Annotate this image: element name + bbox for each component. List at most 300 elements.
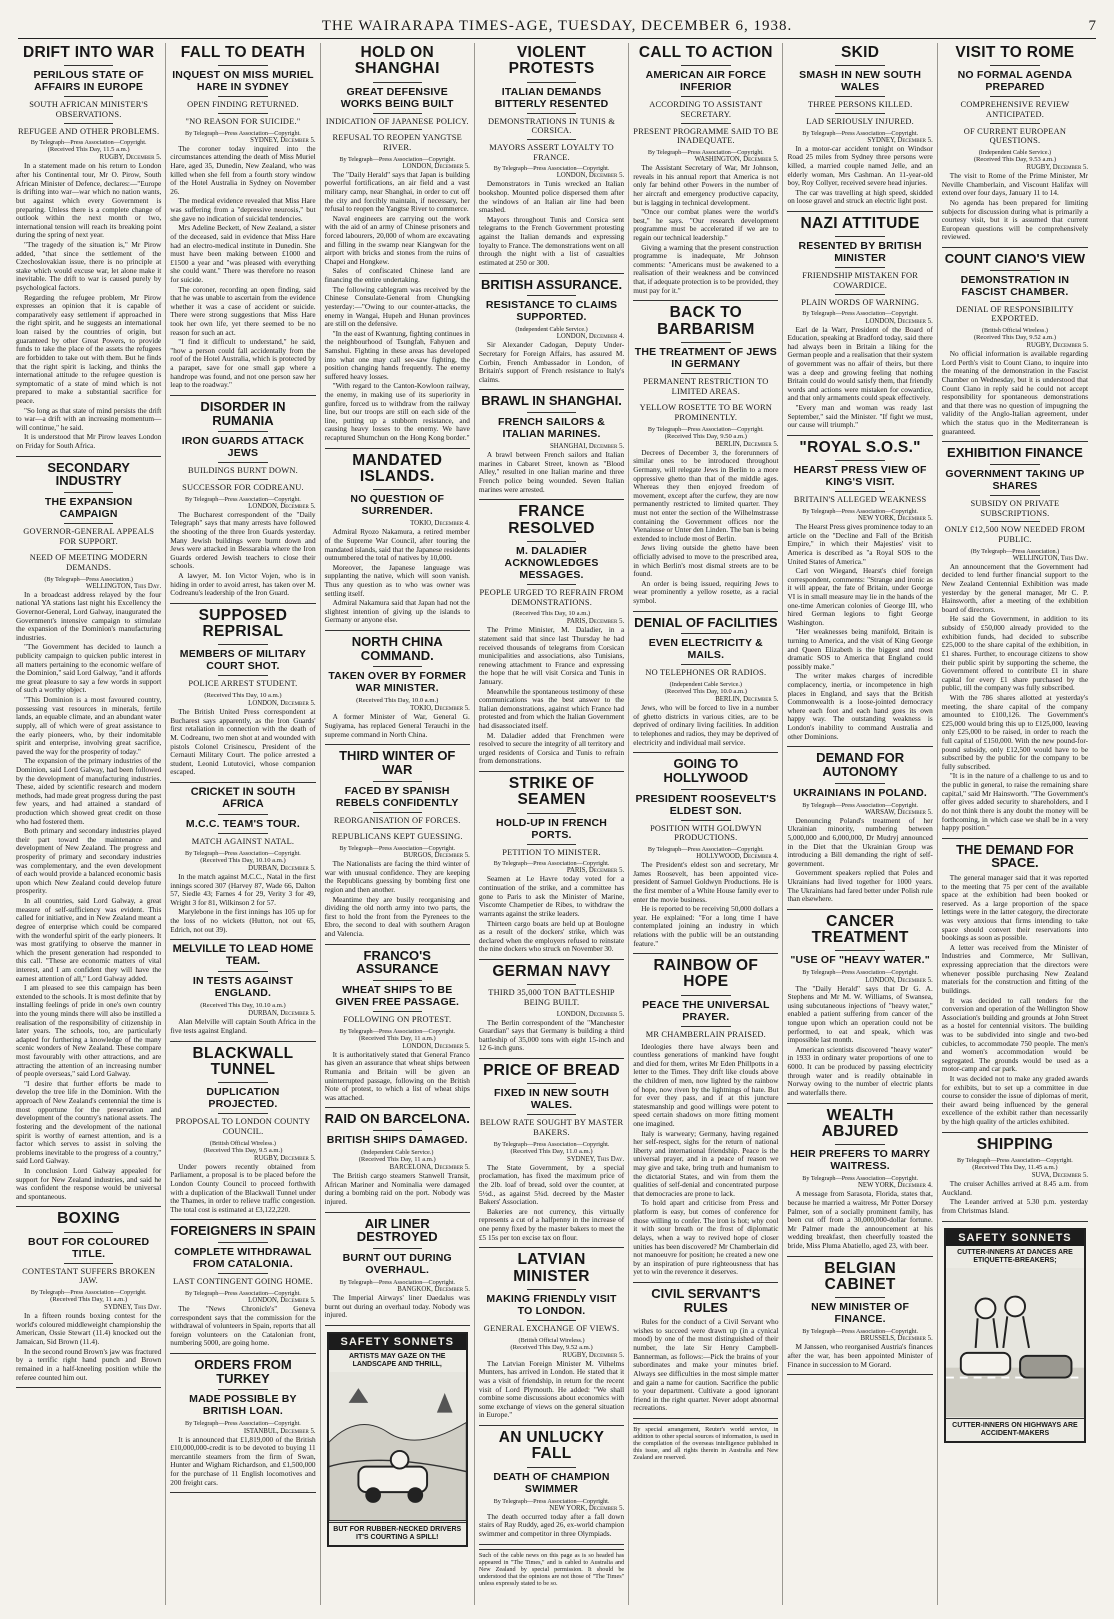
paragraph: With the 786 shares allotted at yesterday's meeting, the share capital of the company amounted to £100,126. The Government's £25,000 would bring this up to £125,000, leaving only £25,000 to be raised, in order to reach the full capital of £150,000. With the new pound-for-pound subsidy, only £12,500 would have to be subscribed by the public for the company to be fully subscribed. xyxy=(941,692,1089,771)
paragraph: The Latvian Foreign Minister M. Vilhelms Munters, has arrived in London. He stated that it was a visit of friendship, in return for the recent visit of Lord Plymouth. He added: "We shall combine some discussions about economics with some exchange of views on the general situation in Europe." xyxy=(478,1358,625,1420)
article-body xyxy=(787,145,932,206)
article-subhead: OPEN FINDING RETURNED. xyxy=(187,100,299,110)
article-subhead: IRON GUARDS ATTACK JEWS xyxy=(181,435,305,460)
article-received: (Received This Day, 9.52 a.m.) xyxy=(510,1343,593,1351)
paragraph: The visit to Rome of the Prime Minister, Mr Neville Chamberlain, and Viscount Halifax will extend over four days, January 11 to 14. xyxy=(941,171,1089,198)
divider xyxy=(373,113,422,114)
article-dateline: RUGBY, December 5. xyxy=(1026,342,1089,350)
article-body xyxy=(170,1436,315,1488)
article-subhead: RESENTED BY BRITISH MINISTER xyxy=(798,240,922,265)
article-separator xyxy=(170,1041,315,1042)
paragraph: The Leander arrived at 5.30 p.m. yesterday from Christmas Island. xyxy=(941,1197,1089,1215)
column-footnote: By special arrangement, Reuter's world service, in addition to other special sources of information, is used in the compilation of the overseas intelligence published in this issue, and all rights therein in Australia and New Zealand are reserved. xyxy=(633,1423,778,1462)
paragraph: "Her weaknesses being manifold, Britain is turning to America, and the visit of King George and Queen Elizabeth is the biggest and most dramatic SOS to America that England could possibly make." xyxy=(787,627,933,671)
divider xyxy=(835,783,884,784)
article-dateline: TOKIO, December 5. xyxy=(410,705,470,713)
divider xyxy=(373,1011,422,1012)
article-subhead: M.C.C. TEAM'S TOUR. xyxy=(185,818,300,831)
article-subhead: BRITISH SHIPS DAMAGED. xyxy=(326,1134,468,1147)
article xyxy=(787,914,932,1104)
divider xyxy=(64,549,113,550)
article-dateline: RUGBY, December 5. xyxy=(1026,164,1089,172)
article-credit: (By Telegraph—Press Association.) xyxy=(44,575,133,583)
article-headline: BRAWL IN SHANGHAI. xyxy=(481,393,622,409)
paragraph: The Assistant Secretary of War, Mr Johnson, reveals in his annual report that America is not only far behind other Powers in the number of her aircraft and emergency productive capacity, but is lagging in technical development. xyxy=(633,163,779,207)
divider xyxy=(681,342,730,343)
paragraph: "This Dominion is a most favoured country, possessing vast resources in minerals, fertile lands, an equable climate, and an abundant water supply, all of which were of great assistance to the early pioneers, who, by their indomitable spirit and enterprise, involving great sacrifice, paved the way for the prosperity of today." xyxy=(16,695,162,756)
masthead-title: THE WAIRARAPA TIMES-AGE, TUESDAY, DECEMBER 6, 1938. xyxy=(321,17,793,34)
article-subhead: PEOPLE URGED TO REFRAIN FROM DEMONSTRATIONS. xyxy=(479,587,624,607)
article xyxy=(325,1217,470,1326)
paragraph: To hold apart and criticise from Press and platform is easy, but comes of conference for those willing to confer. The iron is hot; why cool it with sour breath or the frost of diplomatic delays, when a way to revived hope of closer unities has been discovered? Mr Chamberlain did not manoeuvre for position; he created a new one by an inspiration of pure righteousness that has yet to win the reverence it deserves. xyxy=(633,1198,779,1277)
article-body xyxy=(479,451,624,494)
paragraph: "It is in the nature of a challenge to us and to the public in general, to raise the remaining share capital," said Mr Hainsworth. "The Government's offer gives added security to shareholders, and I do not think there is any doubt the money will be forthcoming, in which case we shall be in a very happy position." xyxy=(941,771,1089,833)
divider xyxy=(990,65,1040,66)
article xyxy=(325,45,470,449)
divider xyxy=(990,464,1040,465)
paragraph: The Berlin correspondent of the "Manchester Guardian" says that Germany is building a third battleship of 35,000 tons with eight 15-inch and 12 6-inch guns. xyxy=(478,1017,625,1053)
article-credit: By Telegraph—Press Association—Copyright. xyxy=(802,801,919,809)
article-subhead: THE TREATMENT OF JEWS IN GERMANY xyxy=(634,345,777,370)
paragraph: The car was travelling at high speed, skidded on loose gravel and struck an electric light post. xyxy=(787,187,933,206)
article-headline: BLACKWALL TUNNEL xyxy=(192,1044,294,1078)
article-subhead: FACED BY SPANISH REBELS CONFIDENTLY xyxy=(335,784,459,809)
divider xyxy=(835,491,884,492)
article-credit: By Telegraph—Press Association—Copyright. xyxy=(339,155,456,163)
article-dateline: LONDON, December 5. xyxy=(865,317,933,325)
article-body xyxy=(479,875,624,953)
divider xyxy=(990,495,1040,496)
paragraph: The Prime Minister, M. Daladier, in a statement said that since last Thursday he had received thousands of telegrams from Corsican municipalities and associations, also Tunisians, renewing attachment to France and expressing the hope that he will visit Corsica and Tunis in January. xyxy=(478,625,625,686)
article-separator xyxy=(633,1418,778,1419)
article-body xyxy=(633,1318,778,1413)
article-headline: MANDATED ISLANDS. xyxy=(352,451,443,485)
article-separator xyxy=(942,838,1088,839)
article-dateline: BANGKOK, December 5. xyxy=(397,1286,470,1294)
article-body xyxy=(479,1360,624,1420)
article-body xyxy=(170,511,315,598)
article-headline: THE DEMAND FOR SPACE. xyxy=(956,841,1074,871)
article-body xyxy=(633,164,778,295)
article-subhead: ITALIAN DEMANDS BITTERLY RESENTED xyxy=(494,85,609,110)
paragraph: Earl de la Warr, President of the Board of Education, speaking at Bradford today, said there had always been in Britain a liking for the German people and a realisation that their system of government was no affair of theirs, but there was a deep and growing feeling that nothing Britain could do would satisfy them, that friendly words and actions were mistaken for cowardice, and that only armaments could speak effectively. xyxy=(787,324,933,403)
article-dateline: RUGBY, December 5. xyxy=(99,154,162,162)
paragraph: In the match against M.C.C., Natal in the first innings scored 307 (Harvey 87, Wade 66, Dalton 57, Siedle 43; Farnes 4 for 29, Verity 3 for 49, Wright 3 for 81, Wilkinson 2 for 57. xyxy=(170,871,316,907)
article-subhead: FIXED IN NEW SOUTH WALES. xyxy=(494,1087,610,1112)
divider xyxy=(681,1026,730,1027)
divider xyxy=(681,373,730,374)
divider xyxy=(64,1232,113,1233)
article-headline: BRITISH ASSURANCE. xyxy=(480,276,623,292)
article-body xyxy=(787,1190,932,1250)
article-credit: By Telegraph—Press Association—Copyright. xyxy=(185,129,301,137)
paragraph: The expansion of the primary industries of the Dominion, said Lord Galway, had been followed by the development of manufacturing industries. These, aided by scientific research and modern methods, had made great progress during the past few years, and had attained a standard of production which showed great credit on those who had fostered them. xyxy=(16,756,162,826)
article-received: (Received This Day, 11 a.m.) xyxy=(358,1034,436,1042)
article xyxy=(170,944,315,1041)
divider xyxy=(218,675,267,676)
divider xyxy=(990,521,1040,522)
article-body xyxy=(325,171,470,443)
paragraph: I am pleased to see this campaign has been extended to the schools. It is most definite that by installing feelings of pride in one's own country into the young minds there will also be instilled a realisation of the responsibility of citizenship in later years. The schools, too, are particularly adapted for furthering a knowledge of the many scenic wonders of New Zealand. These compare most favourably with other attractions, and are attracting the attention of an increasing number of people overseas," said Lord Galway. xyxy=(16,983,162,1079)
article-subhead: OF CURRENT EUROPEAN QUESTIONS. xyxy=(963,126,1067,146)
article-headline: AIR LINER DESTROYED xyxy=(356,1215,438,1245)
article-subhead: UKRAINIANS IN POLAND. xyxy=(793,786,927,799)
divider xyxy=(681,820,730,821)
paragraph: Mrs Adeline Beckett, of New Zealand, a sister of the deceased, said in evidence that Miss Hare had an electro-medical institute in Dunedin. She must have been making between £1000 and £1500 a year and "was pleased with everything she could want." There was therefore no reason for suicide. xyxy=(170,223,316,284)
column-5 xyxy=(629,43,783,1605)
article-subhead: THE EXPANSION CAMPAIGN xyxy=(44,495,133,520)
paragraph: A lawyer, M. Ion Victor Vojen, who is in hiding in order to avoid arrest, has taken over M. Codreanu's leadership of the Iron Guard. xyxy=(170,571,316,598)
article-credit: (By Telegraph—Press Association.) xyxy=(970,547,1060,555)
paragraph: Alan Melville will captain South Africa in the five tests against England. xyxy=(170,1017,316,1036)
paragraph: The British United Press correspondent at Bucharest says apparently, as the Iron Guards' first retaliation in connection with the death of M. Codreanu, two men shot at and wounded with pistols Colonel Crisinescu, President of the Cernauti Military Court. The police arrested a student, Leonid Lututovici, whose companion escaped. xyxy=(170,707,316,777)
article xyxy=(170,608,315,783)
paragraph: The "Daily Herald" says that Japan is building powerful fortifications, an air field and a vast military camp, near Shanghai, in order to cut off the city and forcibly maintain, if necessary, her refusal to reopen the Yangtse River to commerce. xyxy=(324,169,470,214)
columns-container xyxy=(12,43,1102,1605)
paragraph: The cruiser Achilles arrived at 8.45 a.m. from Auckland. xyxy=(941,1179,1089,1197)
article-subhead: LAST CONTINGENT GOING HOME. xyxy=(172,1277,313,1287)
article-separator xyxy=(170,1353,315,1354)
divider xyxy=(64,492,113,493)
article-subhead: PEACE THE UNIVERSAL PRAYER. xyxy=(642,998,770,1023)
article xyxy=(479,394,624,500)
article-subhead: IN TESTS AGAINST ENGLAND. xyxy=(192,975,294,1000)
article xyxy=(942,843,1088,1133)
article xyxy=(170,1224,315,1354)
paragraph: Demonstrators in Tunis wrecked an Italian bookshop. Mounted police dispersed them after the windows of an Italian air line had been smashed. xyxy=(478,179,625,215)
article-received: (Received This Day, 11 a.m.) xyxy=(358,1156,436,1164)
divider xyxy=(990,270,1040,271)
divider xyxy=(835,236,884,237)
article-dateline: NEW YORK, December 5. xyxy=(549,1504,625,1512)
paragraph: Italy is warweary; Germany, having regained her self-respect, sighs for the return of national liberty and international friendship. Peace is the universal prayer, and in a peace of reason we may give and take, bring truth and humanism to the dictatorial States, and win from them the qualities of self-denial and concentrated purpose that democracies are prone to lack. xyxy=(633,1128,779,1198)
article-dateline: WASHINGTON, December 5. xyxy=(694,156,779,164)
article-separator xyxy=(479,959,624,960)
paragraph: In conclusion Lord Galway appealed for support for New Zealand industries, and said he was confident the response would be universal and spontaneous. xyxy=(16,1165,162,1201)
article-subhead: EVEN ELECTRICITY & MAILS. xyxy=(648,637,763,662)
article-subhead: CONTESTANT SUFFERS BROKEN JAW. xyxy=(22,1266,156,1286)
article-dateline: LONDON, December 5. xyxy=(402,162,470,170)
article-received: (Received This Day, 11.45 a.m.) xyxy=(972,1164,1058,1172)
column-footnote: Such of the cable news on this page as is so headed has appeared in "The Times," and is cabled to Australia and New Zealand by special permission. It should be understood that the opinions are not those of "The Times" unless expressly stated to be so. xyxy=(479,1549,624,1588)
article-headline: WEALTH ABJURED xyxy=(821,1106,899,1140)
article-credit: By Telegraph—Press Association—Copyright. xyxy=(802,969,919,977)
paragraph: No official information is available regarding Lord Perth's visit to Count Ciano, to inquire into the meaning of the demonstration in the Fascist Chamber on Wednesday, but it is understood that Count Ciano in reply said he could not accept responsibility for spontaneous demonstrations and that there was no question of impugning the validity of the Anglo-Italian agreement, under which the status quo in the Mediterranean is guaranteed. xyxy=(941,349,1089,436)
divider xyxy=(218,431,267,432)
divider xyxy=(835,113,884,114)
article-subhead: NO TELEPHONES OR RADIOS. xyxy=(645,668,767,678)
article-body xyxy=(325,528,470,625)
article-credit: By Telegraph—Press Association—Copyright. xyxy=(802,310,919,318)
divider xyxy=(835,1297,884,1298)
article-subhead: MADE POSSIBLE BY BRITISH LOAN. xyxy=(189,1393,297,1418)
divider xyxy=(64,1263,113,1264)
article-headline: SHIPPING xyxy=(976,1135,1054,1153)
paragraph: Meanwhile the spontaneous testimony of these communications was the best answer to the Italian demonstrations, against which France had protested and from which the Italian Government had disassociated itself. xyxy=(478,686,625,730)
article-body xyxy=(787,326,932,430)
divider xyxy=(527,139,576,140)
divider xyxy=(373,129,422,130)
article-body xyxy=(942,172,1088,242)
article-body xyxy=(942,563,1088,833)
article-dateline: NEW YORK, December 5. xyxy=(858,515,933,523)
paragraph: In a motor-car accident tonight on Windsor Road 25 miles from Sydney three persons were killed, a married couple named Jelle, and an elderly woman, Mrs Cashman. An 11-year-old boy, Roy Collyer, received severe head injuries. xyxy=(787,143,933,188)
article-dateline: BERLIN, December 5. xyxy=(715,440,779,448)
article-subhead: BELOW RATE SOUGHT BY MASTER BAKERS. xyxy=(479,1118,624,1138)
masthead xyxy=(18,14,1096,39)
article xyxy=(170,1358,315,1493)
article-subhead: PROPOSAL TO LONDON COUNTY COUNCIL. xyxy=(175,1117,311,1136)
article-separator xyxy=(942,441,1088,442)
article-body xyxy=(787,817,932,904)
article-body xyxy=(170,873,315,934)
divider xyxy=(835,267,884,268)
article-subhead: SOUTH AFRICAN MINISTER'S OBSERVATIONS. xyxy=(29,100,149,120)
article xyxy=(942,252,1088,442)
cartoon-icon xyxy=(946,1268,1084,1418)
paragraph: The British cargo steamers Stanwell Transit, African Mariner and Nominalia were damaged during a bombing raid on the port. Nobody was injured. xyxy=(324,1171,470,1207)
article-body xyxy=(942,1180,1088,1215)
safety-sonnets-ad xyxy=(327,1332,468,1547)
article-separator xyxy=(479,1425,624,1426)
article-subhead: HEIR PREFERS TO MARRY WAITRESS. xyxy=(790,1148,931,1173)
article-credit: (British Official Wireless.) xyxy=(209,1139,276,1147)
article-separator xyxy=(787,1103,932,1104)
article-subhead: GREAT DEFENSIVE WORKS BEING BUILT xyxy=(340,85,454,110)
article-headline: RAID ON BARCELONA. xyxy=(324,1111,470,1127)
article-separator xyxy=(942,247,1088,248)
article-dateline: LONDON, December 5. xyxy=(402,1042,470,1050)
article-headline: GERMAN NAVY xyxy=(492,962,611,980)
divider xyxy=(218,65,267,66)
article-separator xyxy=(479,1544,624,1545)
article-dateline: SUVA, December 5. xyxy=(1031,1172,1089,1180)
article-dateline: HOLLYWOOD, December 4. xyxy=(696,853,779,861)
divider xyxy=(218,1113,267,1114)
article-headline: BOXING xyxy=(57,1210,121,1228)
article-body xyxy=(479,1164,624,1242)
article-subhead: REORGANISATION OF FORCES. xyxy=(333,815,461,825)
article xyxy=(787,1108,932,1257)
article-dateline: LONDON, December 5. xyxy=(556,172,625,180)
article-separator xyxy=(170,1492,315,1493)
article-credit: (Independent Cable Service.) xyxy=(361,1149,434,1157)
article-separator xyxy=(479,771,624,772)
article-headline: EXHIBITION FINANCE xyxy=(947,445,1083,461)
article-received: (Received This Day, 9.5 a.m.) xyxy=(203,1146,283,1154)
divider xyxy=(527,541,576,542)
article-separator xyxy=(325,1107,470,1108)
paragraph: The Bucharest correspondent of the "Daily Telegraph" says that many arrests have followed the shooting of the three Iron Guards yesterday. Many Jewish buildings were burnt down and Jews were attacked in Bessarabia where the Iron Guards ordered Jewish teachers to close their schools. xyxy=(170,509,316,571)
divider xyxy=(681,123,730,124)
article-body xyxy=(170,145,315,390)
paragraph: "I desire that further efforts be made to develop the tree life in the Dominion. With the approach of New Zealand's centennial the time is most opportune for the preservation and development of the country's national assets. The fostering and the development of the national spirit is worthy of earnest attention, and is a factor which serves to assist in solving the problems inevitable to the progress of a country," said Lord Galway. xyxy=(16,1078,162,1166)
divider xyxy=(681,995,730,996)
article-headline: SKID xyxy=(841,44,880,61)
divider xyxy=(527,295,576,296)
article-subhead: INQUEST ON MISS MURIEL HARE IN SYDNEY xyxy=(172,69,314,94)
divider xyxy=(373,828,422,829)
article-separator xyxy=(170,939,315,940)
article-separator xyxy=(170,782,315,783)
paragraph: It is announced that £1,819,000 of the British £10,000,000-credit is to be devoted to buying 11 mercantile steamers from the firm of Swan, Hunter and Wigham Richardson, and £1,500,000 for the purchase of 11 English locomotives and 200 freight cars. xyxy=(170,1434,316,1487)
divider xyxy=(527,1320,576,1321)
paragraph: An order is being issued, requiring Jews to wear prominently a yellow rosette, as a racial symbol. xyxy=(633,578,779,606)
article-subhead: BURNT OUT DURING OVERHAUL. xyxy=(342,1251,452,1277)
article xyxy=(942,1137,1088,1222)
article-subhead: TAKEN OVER BY FORMER WAR MINISTER. xyxy=(328,670,467,695)
paragraph: The "Daily Herald" says that Dr G. A. Stephens and Mr M. W. Williams, of Swansea, using subcutaneous injections of "heavy water," enabled a patient suffering from cancer of the tongue upon which an operation could not be performed, to eat and speak, which was impossible last month. xyxy=(787,983,933,1045)
article-credit: By Telegraph—Press Association—Copyright. xyxy=(802,1328,919,1336)
divider xyxy=(218,971,267,972)
article-received: (Received This Day, 10 a.m.) xyxy=(204,692,282,700)
divider xyxy=(527,1289,576,1290)
article-dateline: NEW YORK, December 4. xyxy=(858,1182,933,1190)
paragraph: Decrees of December 3, the forerunners of similar ones to be introduced throughout Germany, will relegate Jews in Berlin to a more oppressive ghetto than that of the middle ages. Whereas they then enjoyed freedom of movement, except after the curfew, they are now permanently restricted to limited quarter. They must not enter the section of the Wilhelmstrasse containing the Government offices nor the Vienaiusse or Unter den Linden. The ban is being extended to include most of Berlin. xyxy=(633,447,779,543)
divider xyxy=(373,489,422,490)
divider xyxy=(218,814,267,815)
article-headline: CIVIL SERVANT'S RULES xyxy=(651,1285,761,1315)
article-dateline: PARIS, December 5. xyxy=(566,867,625,875)
article-separator xyxy=(170,395,315,396)
article-subhead: REFUSAL TO REOPEN YANGTSE RIVER. xyxy=(332,133,462,152)
divider xyxy=(990,301,1040,302)
paragraph: An announcement that the Government had decided to lend further financial support to the New Zealand Centennial Exhibition was made yesterday by the general manager, Mr C. P. Hainsworth, after a meeting of the exhibition board of directors. xyxy=(941,561,1089,614)
article-credit: (Independent Cable Service.) xyxy=(669,681,742,689)
article-headline: FRANCO'S ASSURANCE xyxy=(356,947,439,977)
article-subhead: HEARST PRESS VIEW OF KING'S VISIT. xyxy=(793,464,927,489)
paragraph: "Once our combat planes were the world's best," he says. "Our research development programme must be accelerated if we are to regain our technical leadership." xyxy=(633,207,779,243)
article-credit: (British Official Wireless.) xyxy=(981,327,1048,335)
paragraph: It was decided not to make any graded awards for exhibits, but to set up a committee in due course to consider the issue of diplomas of merit, their award being influenced by the general excellence of the exhibit rather than necessarily by the high quality of the articles exhibited. xyxy=(941,1074,1089,1127)
divider xyxy=(218,462,267,463)
article-subhead: REPUBLICANS KEPT GUESSING. xyxy=(331,832,463,842)
article-subhead: HOLD-UP IN FRENCH PORTS. xyxy=(495,816,608,841)
divider xyxy=(835,950,884,951)
article-headline: STRIKE OF SEAMEN xyxy=(508,775,595,809)
paragraph: In the second round Brown's jaw was fractured by a terrific right hand punch and Brown remained in a half-kneeling position while the referee counted him out. xyxy=(16,1346,162,1382)
article-body xyxy=(479,341,624,384)
paragraph: It is authoritatively stated that General Franco has given an assurance that wheat ships between Rumania and Britain will be given an uninterrupted passage, following on the British Note of protest, to which a list of wheat ships was attached. xyxy=(324,1049,470,1102)
article-separator xyxy=(16,1206,161,1207)
article xyxy=(170,787,315,940)
ad-caption-bottom: CUTTER-INNERS ON HIGHWAYS ARE ACCIDENT-MAKERS xyxy=(952,1421,1078,1437)
article-received: (Received This Day, 10.10 a.m.) xyxy=(200,856,286,864)
divider xyxy=(527,584,576,585)
divider xyxy=(64,96,113,97)
divider xyxy=(681,789,730,790)
paragraph: Admiral Ryozo Nakamura, a retired member of the Supreme War Council, after touring the mandated islands, said that the Japanese residents outnumbered the total of natives by 10,000. xyxy=(324,527,470,563)
article-headline: CALL TO ACTION xyxy=(638,44,773,61)
divider xyxy=(990,96,1040,97)
paragraph: Sir Alexander Cadogan, Deputy Under-Secretary for Foreign Affairs, has assured M. Corbin, French Ambassador in London, of Britain's support of French resistance to Italy's claims. xyxy=(478,340,625,384)
paragraph: The "News Chronicle's" Geneva correspondent says that the commission for the withdrawal of volunteers in Spain, reports that all foreign volunteers on the Catalonian front, numbering 5000, are going home. xyxy=(170,1303,316,1348)
paragraph: It was decided to call tenders for the conversion and operation of the Wellington Show Association's building and grounds at John Street as a hostel for centennial visitors. The building was to be subdivided into single and two-bed cubicles, to accommodate 750 people. The men's and women's accommodation would be segregated. The grounds would be used as a motor-camp and car park. xyxy=(941,995,1089,1074)
article-headline: FALL TO DEATH xyxy=(180,44,306,61)
article-headline: GOING TO HOLLYWOOD xyxy=(663,756,749,785)
column-7 xyxy=(938,43,1092,1605)
paragraph: "The tragedy of the situation is," Mr Pirow added, "that since the settlement of the Czechoslovakian issue, there is no principle at stake which would excuse war, let alone make it inevitable. The drift to war is caused purely by psychological factors. xyxy=(16,239,162,293)
ad-title: SAFETY SONNETS xyxy=(329,1334,466,1350)
divider xyxy=(373,1248,422,1249)
paragraph: "I find it difficult to understand," he said, "how a person could fall accidentally from the roof of the Hotel Australia, which is protected by a parapet, save for one small gap where a handrope was found, and not one person saw her leap to the roadway." xyxy=(170,337,316,390)
article-headline: NORTH CHINA COMMAND. xyxy=(351,634,443,663)
article-credit: By Telegraph—Press Association—Copyright. xyxy=(647,425,764,433)
article-headline: VIOLENT PROTESTS xyxy=(508,44,595,78)
paragraph: The medical evidence revealed that Miss Hare was suffering from a "depressive neurosis," but she gave no indication of suicidal tendencies. xyxy=(170,196,316,223)
article xyxy=(16,461,161,1208)
article xyxy=(325,949,470,1109)
paragraph: Government speakers replied that Poles and Ukrainians had lived together for 1000 years. The Ukrainians had fared better under Polish rule than elsewhere. xyxy=(787,868,933,904)
article-body xyxy=(170,1018,315,1035)
article-body xyxy=(16,162,161,450)
column-6 xyxy=(783,43,937,1605)
divider xyxy=(373,1130,422,1131)
article xyxy=(633,616,778,754)
paragraph: The President's eldest son and secretary, Mr James Roosevelt, has been appointed vice-president of Samuel Goldwyn Productions. He is the first member of a White House family ever to enter the movie business. xyxy=(633,860,779,904)
article-headline: DISORDER IN RUMANIA xyxy=(200,398,286,428)
article-body xyxy=(170,1163,315,1215)
ad-caption-top: CUTTER-INNERS AT DANCES ARE ETIQUETTE-BREAKERS; xyxy=(957,1248,1073,1264)
article-credit: By Telegraph—Press Association—Copyright. xyxy=(30,139,147,147)
article-headline: DEMAND FOR AUTONOMY xyxy=(816,750,905,779)
article-body xyxy=(942,874,1088,1127)
article-headline: CRICKET IN SOUTH AFRICA xyxy=(190,786,296,810)
article-subhead: NEW MINISTER OF FINANCE. xyxy=(811,1301,910,1326)
article-body xyxy=(16,1312,161,1382)
paragraph: He is reported to be receiving 50,000 dollars a year. He explained: "For a long time I have contemplated joining an industry in which relations with the public will be an outstanding feature." xyxy=(633,904,779,948)
divider xyxy=(835,96,884,97)
paragraph: The Nationalists are facing the third winter of war with unusual confidence. They are keeping the Republicans guessing by bombing first one region and then another. xyxy=(324,859,470,894)
article-separator xyxy=(325,944,470,945)
article-subhead: AMERICAN AIR FORCE INFERIOR xyxy=(645,69,767,94)
article xyxy=(942,446,1088,838)
article-subhead: MATCH AGAINST NATAL. xyxy=(191,837,295,847)
article-subhead: PRESIDENT ROOSEVELT'S ELDEST SON. xyxy=(635,792,777,817)
paragraph: "In the east of Kwantung, fighting continues in the neighbourhood of Tsungfah, Fahyuen and Samshui. Fighting in these areas has developed into what one may call see-saw fighting, the position changing hands frequently. The enemy suffered heavy losses. xyxy=(324,328,470,381)
article-dateline: DURBAN, December 5. xyxy=(248,864,316,872)
article-dateline: PARIS, December 5. xyxy=(566,618,625,626)
article-subhead: DEATH OF CHAMPION SWIMMER xyxy=(493,1470,610,1495)
article-received: (Received This Day, 11 a.m.) xyxy=(50,1296,128,1304)
paragraph: Under powers recently obtained from Parliament, a proposal is to be placed before the London County Council to proceed forthwith with a duplication of the Blackwall Tunnel under the Thames, in order to relieve traffic congestion. The total cost is estimated at £3,122,220. xyxy=(170,1161,316,1214)
article-subhead: BRITAIN'S ALLEGED WEAKNESS xyxy=(793,495,927,505)
article-credit: (Independent Cable Service.) xyxy=(978,149,1052,157)
article-separator xyxy=(633,1282,778,1283)
article xyxy=(787,45,932,212)
article-dateline: BERLIN, December 5. xyxy=(715,696,779,704)
divider xyxy=(527,113,576,114)
article-credit: By Telegraph—Press Association—Copyright. xyxy=(493,165,610,173)
divider xyxy=(218,113,267,114)
article-dateline: BARCELONA, December 5. xyxy=(389,1164,470,1172)
article-subhead: PETITION TO MINISTER. xyxy=(502,847,601,857)
article-subhead: M. DALADIER ACKNOWLEDGES MESSAGES. xyxy=(504,544,599,581)
article-dateline: LONDON, December 5. xyxy=(865,976,933,984)
article-credit: By Telegraph—Press Association—Copyright. xyxy=(339,1027,456,1035)
article-body xyxy=(479,1019,624,1053)
article xyxy=(479,776,624,960)
article-body xyxy=(479,180,624,267)
paragraph: No agenda has been prepared for limiting subjects for discussion during what is primarily a courtesy visit, but it is assumed that current European questions will be comprehensively reviewed. xyxy=(941,197,1089,242)
paragraph: Mayors throughout Tunis and Corsica sent telegrams to the French Government protesting against the Italian demands and expressing loyalty to France. The demonstrations went on all through the night with a list of casualties estimated at 250 or 300. xyxy=(478,214,625,267)
divider xyxy=(218,833,267,834)
divider xyxy=(527,412,576,413)
divider xyxy=(527,813,576,814)
article xyxy=(633,757,778,954)
divider xyxy=(64,65,113,66)
article-subhead: SUBSIDY ON PRIVATE SUBSCRIPTIONS. xyxy=(970,499,1060,518)
